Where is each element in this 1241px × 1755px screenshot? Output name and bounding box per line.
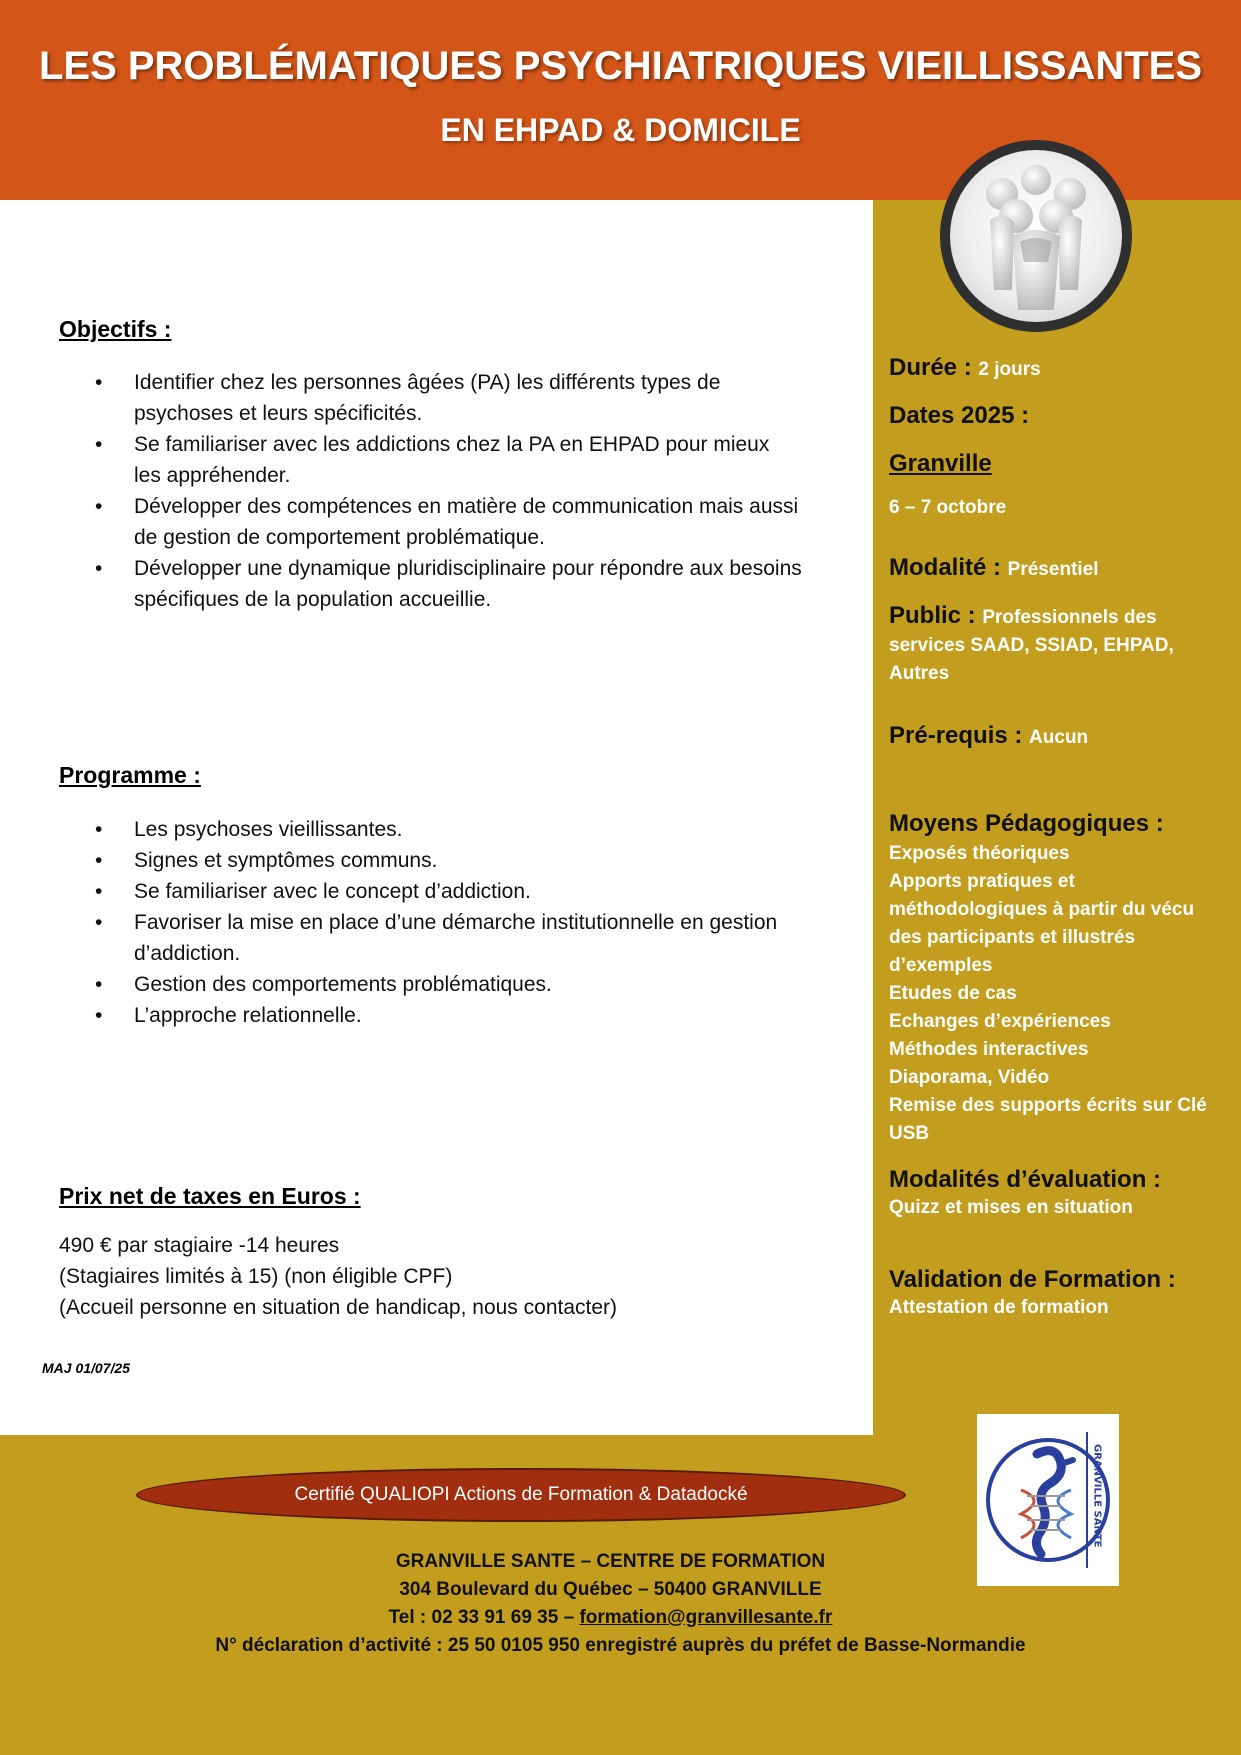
people-huddle-icon [950, 150, 1122, 322]
list-item [95, 1000, 777, 1031]
list-item-line: • Identifier chez les personnes âgées (PA) les différents types de [134, 371, 721, 394]
list-item [95, 367, 802, 429]
contact-block [0, 1548, 1241, 1660]
list-item-line: • Développer des compétences en matière de communication mais aussi [134, 495, 799, 518]
evaluation-value: Quizz et mises en situation [889, 1197, 1133, 1218]
public-value: Professionnels des services SAAD, SSIAD, EHPAD, Autres [889, 607, 1174, 684]
moyens-label: Moyens Pédagogiques : [889, 810, 1164, 837]
list-item-line: psychoses et leurs spécificités. [134, 402, 423, 425]
duree-label: Durée : [889, 354, 979, 381]
prix-line: (Stagiaires limités à 15) (non éligible CPF) [59, 1265, 453, 1288]
list-item-line: • Les psychoses vieillissantes. [134, 818, 403, 841]
org-phone-email [0, 1604, 1231, 1632]
moyens-item: Exposés théoriques [889, 843, 1070, 864]
prix-details [59, 1230, 617, 1323]
list-item [95, 845, 777, 876]
list-item-line: • Développer une dynamique pluridisciplinaire pour répondre aux besoins [134, 557, 802, 580]
list-item-line: • L’approche relationnelle. [134, 1004, 362, 1027]
qualiopi-badge: Certifié QUALIOPI Actions de Formation & Datadocké [136, 1468, 906, 1522]
ville-row [889, 450, 1219, 480]
list-item [95, 969, 777, 1000]
modalite-value: Présentiel [1007, 559, 1099, 580]
logo-text: GRANVILLE SANTE [1091, 1444, 1103, 1548]
moyens-section [889, 810, 1219, 1148]
public-row [889, 602, 1189, 688]
programme-title: Programme : [59, 762, 201, 788]
validation-label: Validation de Formation : [889, 1266, 1176, 1293]
evaluation-section [889, 1166, 1219, 1222]
team-illustration [940, 140, 1132, 332]
dates-value: 6 – 7 octobre [889, 497, 1007, 518]
org-name: GRANVILLE SANTE – CENTRE DE FORMATION [395, 1551, 826, 1572]
email-link[interactable]: formation@granvillesante.fr [579, 1607, 833, 1628]
org-address: 304 Boulevard du Québec – 50400 GRANVILLE [399, 1579, 822, 1600]
prix-line: (Accueil personne en situation de handicap, nous contacter) [59, 1296, 618, 1319]
list-item-line: spécifiques de la population accueillie. [134, 588, 492, 611]
ville-label: Granville [889, 450, 992, 477]
moyens-item: Diaporama, Vidéo [889, 1067, 1050, 1088]
list-item [95, 491, 802, 553]
validation-section [889, 1266, 1219, 1322]
prerequis-value: Aucun [1029, 727, 1089, 748]
list-item-line: d’addiction. [134, 942, 241, 965]
moyens-list [889, 840, 1219, 1148]
objectifs-list [95, 367, 802, 615]
moyens-item: Echanges d’expériences [889, 1011, 1111, 1032]
modalite-row [889, 554, 1219, 584]
declaration-number: N° déclaration d’activité : 25 50 0105 950 enregistré auprès du préfet de Basse-Normandie [215, 1635, 1026, 1656]
list-item [95, 429, 802, 491]
list-item-line: • Gestion des comportements problématiques. [134, 973, 552, 996]
page-subtitle: EN EHPAD & DOMICILE [440, 112, 801, 148]
list-item-line: • Signes et symptômes communs. [134, 849, 438, 872]
prix-line: 490 € par stagiaire -14 heures [59, 1234, 340, 1257]
list-item-line: de gestion de comportement problématique. [134, 526, 545, 549]
list-item [95, 814, 777, 845]
programme-list [95, 814, 777, 1031]
prerequis-label: Pré-requis : [889, 722, 1030, 749]
duree-row [889, 354, 1219, 384]
dates-row [889, 402, 1219, 432]
list-item-line: • Se familiariser avec le concept d’addiction. [134, 880, 531, 903]
moyens-item: Etudes de cas [889, 983, 1017, 1004]
list-item-line: • Favoriser la mise en place d’une démarche institutionnelle en gestion [134, 911, 778, 934]
evaluation-label: Modalités d’évaluation : [889, 1166, 1162, 1193]
list-item-line: • Se familiariser avec les addictions chez la PA en EHPAD pour mieux [134, 433, 770, 456]
list-item [95, 907, 777, 969]
moyens-item: Méthodes interactives [889, 1039, 1089, 1060]
objectifs-title: Objectifs : [59, 316, 172, 342]
list-item [95, 876, 777, 907]
moyens-item: Apports pratiques et méthodologiques à partir du vécu des participants et illustrés d’exemples [889, 871, 1195, 976]
dates-label: Dates 2025 : [889, 402, 1030, 429]
prix-title: Prix net de taxes en Euros : [59, 1183, 361, 1209]
modalite-label: Modalité : [889, 554, 1008, 581]
list-item-line: les appréhender. [134, 464, 291, 487]
validation-value: Attestation de formation [889, 1297, 1109, 1318]
org-phone: Tel : 02 33 91 69 35 – [388, 1607, 580, 1628]
prerequis-row [889, 722, 1219, 752]
list-item [95, 553, 802, 615]
update-date: MAJ 01/07/25 [42, 1360, 130, 1376]
moyens-item: Remise des supports écrits sur Clé USB [889, 1095, 1207, 1144]
page-title: LES PROBLÉMATIQUES PSYCHIATRIQUES VIEILLISSANTES [38, 44, 1203, 88]
duree-value: 2 jours [978, 359, 1041, 380]
public-label: Public : [889, 602, 983, 629]
